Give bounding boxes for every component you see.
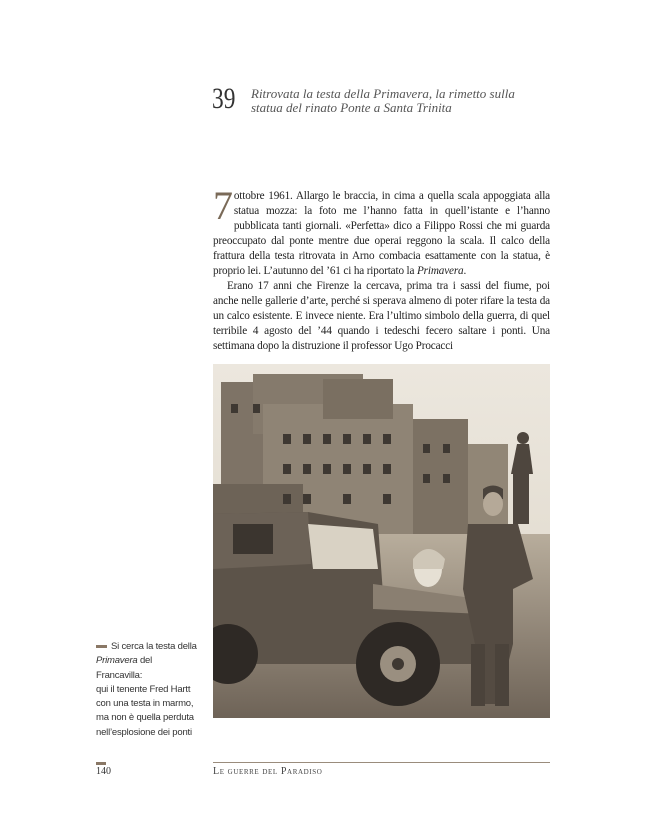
caption-line-4: con una testa in marmo, (96, 698, 194, 710)
chapter-title (251, 87, 581, 115)
caption-line-6: nell’esplosione dei ponti (96, 726, 192, 738)
paragraph-1 (213, 183, 550, 279)
running-title: Le guerre del Paradiso (213, 766, 323, 777)
paragraph-1-end: . (463, 265, 467, 277)
caption-line-1 (96, 640, 200, 654)
caption-line-3: qui il tenente Fred Hartt (96, 683, 191, 695)
chapter-title-line-2: statua del rinato Ponte a Santa Trinita (251, 100, 452, 115)
paragraph-2: Erano 17 anni che Firenze la cercava, prima tra i sassi del fiume, poi anche nelle gallerie d’arte, perché si sperava almeno di poter rifare la testa da un calco esistente. E invece niente. Era l’ultimo simbolo della guerra, di quel terribile 4 agosto del ’44 quando i tedeschi fecero saltare i ponti. Una settimana dopo la distruzione il professor Ugo Procacci (213, 280, 550, 352)
body-text (213, 183, 550, 354)
caption-marker (96, 645, 107, 648)
photo-illustration (213, 364, 550, 718)
caption-italic: Primavera (96, 655, 138, 667)
chapter-number: 39 (212, 82, 236, 115)
caption-line-2-text: del Francavilla: (96, 655, 153, 681)
footer-rule-marker (96, 762, 106, 765)
paragraph-1-text: ottobre 1961. Allargo le braccia, in cima a quella scala appoggiata alla statua mozza: la foto me l’hanno fatta in quell’istante e l’hanno pubblicata tanti giornali. «Perfetta» dico a Filippo Rossi che mi guarda preoccupato dal ponte mentre due operai reggono la scala. Il calco della frattura della testa ritrovata in Arno combacia esattamente con la statua, è proprio lei. L’autunno del ’61 ci ha riportato la (213, 190, 550, 277)
caption-line-1-text: Si cerca la testa della (111, 641, 197, 652)
caption-line-5: ma non è quella perduta (96, 712, 194, 724)
caption-line-2 (96, 654, 200, 683)
chapter-title-line-1: Ritrovata la testa della Primavera, la rimetto sulla (251, 86, 515, 101)
drop-cap: 7 (213, 183, 233, 228)
page-number: 140 (96, 766, 111, 777)
photo-caption (96, 640, 200, 740)
historical-photo (213, 364, 550, 718)
paragraph-1-italic: Primavera (416, 265, 464, 277)
footer-rule (213, 762, 550, 763)
